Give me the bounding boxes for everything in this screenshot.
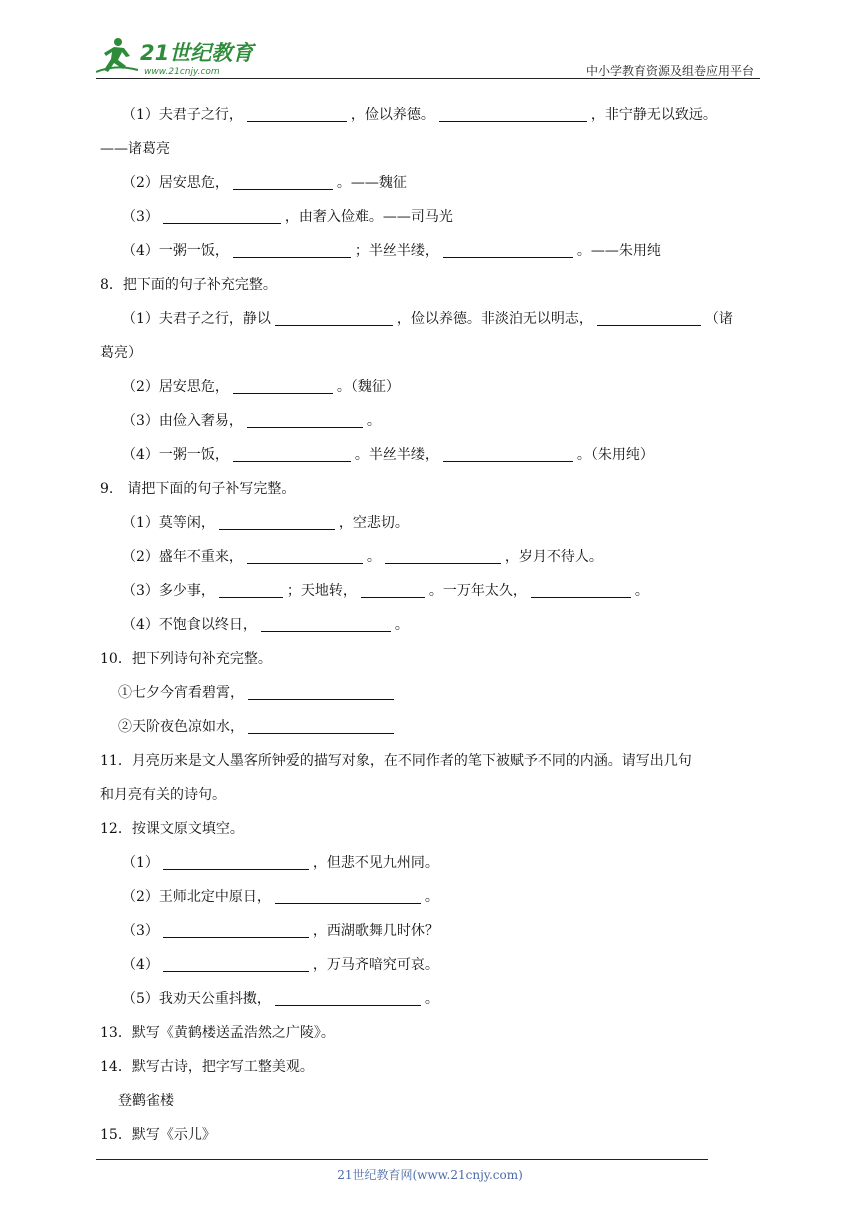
answer-blank[interactable] [439,105,587,122]
header-divider [96,78,760,79]
question-line [100,846,764,880]
question-text: ，西湖歌舞几时休？ [312,923,439,939]
question-line [100,98,764,132]
question-line [100,1118,764,1152]
svg-text:www.21cnjy.com: www.21cnjy.com [144,67,220,77]
answer-blank[interactable] [275,989,421,1006]
answer-blank[interactable] [443,445,573,462]
question-line [100,234,764,268]
answer-blank[interactable] [233,173,333,190]
question-text: 。 [394,617,409,633]
question-text: 12．按课文原文填空。 [100,821,244,837]
answer-blank[interactable] [233,445,351,462]
question-text: 。 [366,413,381,429]
question-text: （4）一粥一饭， [122,243,229,259]
page-header [96,30,760,80]
question-text: （2）居安思危， [122,379,229,395]
question-text: ，但悲不见九州同。 [312,855,439,871]
question-text: 9. 请把下面的句子补写完整。 [100,481,296,497]
question-line [100,132,764,166]
question-line [100,642,764,676]
answer-blank[interactable] [443,241,573,258]
answer-blank[interactable] [248,683,394,700]
question-line [100,438,764,472]
answer-blank[interactable] [361,581,425,598]
question-text: 10．把下列诗句补充完整。 [100,651,272,667]
question-text: （4） [122,957,159,973]
answer-blank[interactable] [163,853,309,870]
answer-blank[interactable] [219,513,335,530]
answer-blank[interactable] [531,581,631,598]
answer-blank[interactable] [247,547,363,564]
question-line [100,540,764,574]
svg-text:21世纪教育: 21世纪教育 [140,41,254,65]
answer-blank[interactable] [275,309,393,326]
question-line [100,982,764,1016]
question-text: ，空悲切。 [338,515,409,531]
question-text: （1）夫君子之行，静以 [122,311,271,327]
question-text: ，俭以养德。非淡泊无以明志， [396,311,593,327]
question-text: 。 [424,991,439,1007]
question-text: （诸 [704,311,733,327]
question-line [100,608,764,642]
answer-blank[interactable] [163,207,281,224]
answer-blank[interactable] [233,377,333,394]
question-text: （2）盛年不重来， [122,549,243,565]
answer-blank[interactable] [247,411,363,428]
question-line [100,948,764,982]
question-text: ，由奢入俭难。——司马光 [284,209,453,225]
question-line [100,574,764,608]
question-line [100,336,764,370]
question-line [100,1084,764,1118]
answer-blank[interactable] [385,547,501,564]
question-line [100,744,764,778]
question-text: ；天地转， [286,583,357,599]
question-line [100,200,764,234]
question-line [100,812,764,846]
footer-divider [96,1159,708,1160]
answer-blank[interactable] [233,241,351,258]
answer-blank[interactable] [163,921,309,938]
question-line [100,676,764,710]
question-text: （3） [122,209,159,225]
question-text: 15．默写《示儿》 [100,1127,216,1143]
question-text: 葛亮） [100,345,142,361]
question-text: ，岁月不待人。 [504,549,603,565]
logo-21cnjy [96,34,266,78]
question-list [100,98,764,1152]
question-text: （5）我劝天公重抖擞， [122,991,271,1007]
question-text: 。 [366,549,381,565]
question-text: 14．默写古诗，把字写工整美观。 [100,1059,314,1075]
question-text: ，非宁静无以致远。 [590,107,717,123]
answer-blank[interactable] [219,581,283,598]
question-line [100,1050,764,1084]
answer-blank[interactable] [248,717,394,734]
question-line [100,370,764,404]
question-line [100,914,764,948]
question-text: 和月亮有关的诗句。 [100,787,226,803]
runner-icon [96,38,138,72]
question-text: ①七夕今宵看碧霄， [118,685,244,701]
question-text: 。——朱用纯 [576,243,661,259]
question-line [100,710,764,744]
answer-blank[interactable] [275,887,421,904]
question-text: 。——魏征 [336,175,407,191]
question-text: 。半丝半缕， [354,447,439,463]
footer-text: 21世纪教育网(www.21cnjy.com) [337,1168,523,1182]
question-text: （1）莫等闲， [122,515,215,531]
question-text: （4）不饱食以终日， [122,617,257,633]
question-line [100,506,764,540]
question-text: （3） [122,923,159,939]
question-text: 13．默写《黄鹤楼送孟浩然之广陵》。 [100,1025,335,1041]
question-text: ②天阶夜色凉如水， [118,719,244,735]
answer-blank[interactable] [261,615,391,632]
question-text: 11．月亮历来是文人墨客所钟爱的描写对象，在不同作者的笔下被赋予不同的内涵。请写出几句 [100,753,692,769]
question-text: （3）由俭入奢易， [122,413,243,429]
answer-blank[interactable] [247,105,347,122]
question-line [100,268,764,302]
question-text: ，万马齐喑究可哀。 [312,957,439,973]
question-text: 。一万年太久， [428,583,527,599]
question-text: （1）夫君子之行， [122,107,243,123]
platform-name: 中小学教育资源及组卷应用平台 [585,64,754,78]
question-text: 。 [634,583,649,599]
answer-blank[interactable] [597,309,701,326]
question-text: 。（魏征） [336,379,400,395]
question-line [100,302,764,336]
answer-blank[interactable] [163,955,309,972]
question-text: 。 [424,889,439,905]
question-text: （2）王师北定中原日， [122,889,271,905]
question-line [100,166,764,200]
question-text: ，俭以养德。 [350,107,435,123]
question-text: 8．把下面的句子补充完整。 [100,277,277,293]
question-text: （4）一粥一饭， [122,447,229,463]
question-text: ；半丝半缕， [354,243,439,259]
question-text: （2）居安思危， [122,175,229,191]
question-text: （1） [122,855,159,871]
question-text: （3）多少事， [122,583,215,599]
question-text: 登鹳雀楼 [118,1093,174,1109]
question-text: 。（朱用纯） [576,447,654,463]
question-line [100,472,764,506]
question-line [100,778,764,812]
question-line [100,404,764,438]
question-line [100,1016,764,1050]
question-text: ——诸葛亮 [100,141,170,157]
question-line [100,880,764,914]
